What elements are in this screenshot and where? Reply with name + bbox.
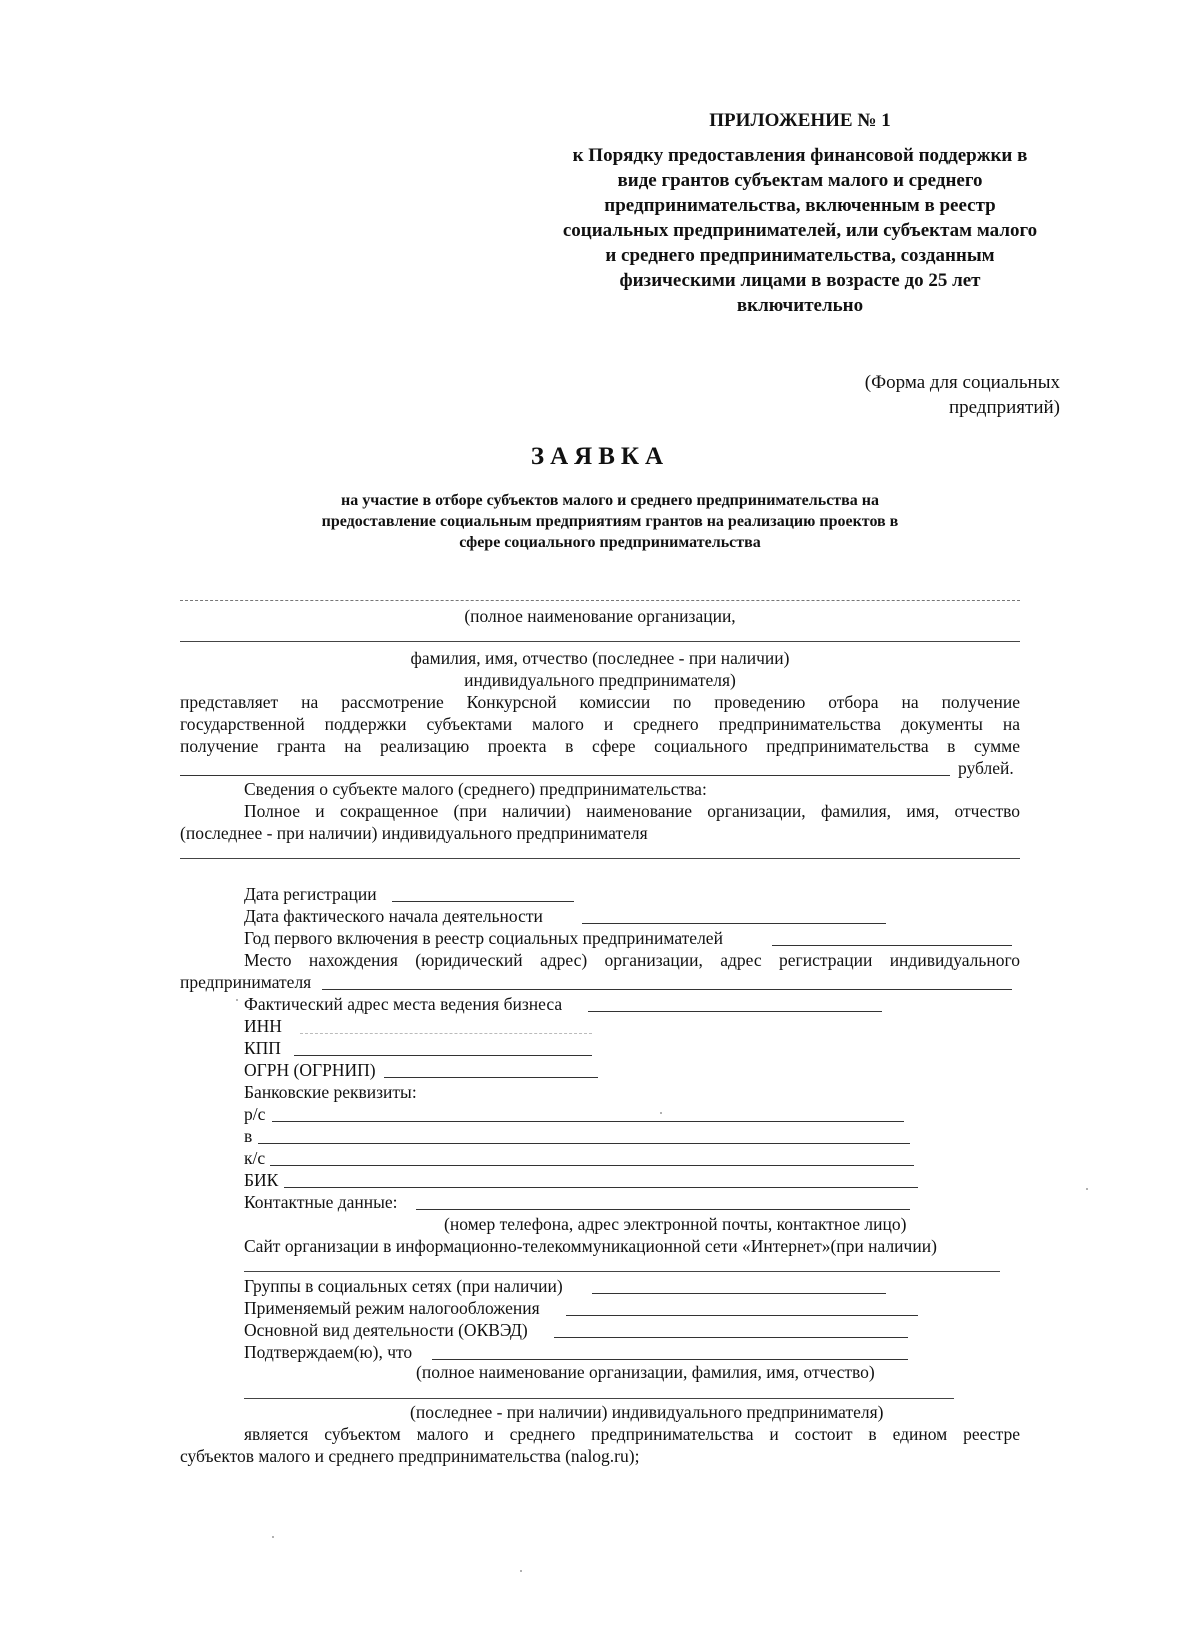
bank-name-field[interactable]: [258, 1143, 910, 1144]
confirm-field-line-2[interactable]: [244, 1398, 954, 1399]
applicant-name-line-2[interactable]: [180, 641, 1020, 642]
ks-field[interactable]: [270, 1165, 914, 1166]
confirm-label: Подтверждаем(ю), что: [244, 1342, 413, 1362]
contacts-field[interactable]: [416, 1209, 910, 1210]
scan-speck: [520, 1570, 522, 1572]
ks-label: к/с: [244, 1148, 266, 1168]
kpp-label: КПП: [244, 1038, 281, 1058]
ogrn-label: ОГРН (ОГРНИП): [244, 1060, 376, 1080]
info-name-line-2: (последнее - при наличии) индивидуального предпринимателя: [180, 823, 648, 843]
applicant-name-line-1[interactable]: [180, 600, 1020, 601]
reg-date-label: Дата регистрации: [244, 884, 377, 904]
okved-label: Основной вид деятельности (ОКВЭД): [244, 1320, 528, 1340]
confirm-field[interactable]: [432, 1359, 908, 1360]
bik-field[interactable]: [284, 1187, 918, 1188]
confirm-hint-2: (последнее - при наличии) индивидуального предпринимателя): [410, 1402, 884, 1422]
registry-year-field[interactable]: [772, 945, 1012, 946]
appendix-number: ПРИЛОЖЕНИЕ № 1: [709, 110, 891, 131]
info-heading: Сведения о субъекте малого (среднего) предпринимательства:: [244, 779, 707, 799]
social-label: Группы в социальных сетях (при наличии): [244, 1276, 563, 1296]
inn-label: ИНН: [244, 1016, 282, 1036]
intro-line-1: представляет на рассмотрение Конкурсной комиссии по проведению отбора на получение: [180, 692, 1020, 712]
website-field[interactable]: [244, 1271, 1000, 1272]
appendix-text: к Порядку предоставления финансовой поддержки в виде грантов субъектам малого и среднего предпринимательства, включенным в реестр социальных предпринимателей, или субъектам малого и среднего предпринимательства, созданным физическими лицами в возрасте до 25 лет включительно: [562, 145, 1038, 316]
tax-regime-field[interactable]: [566, 1315, 918, 1316]
ogrn-field[interactable]: [384, 1077, 598, 1078]
inn-field[interactable]: [300, 1033, 592, 1034]
document-title: ЗАЯВКА: [530, 443, 670, 470]
document-subtitle: на участие в отборе субъектов малого и среднего предпринимательства на предоставление социальным предприятиям грантов на реализацию проектов в сфере социального предпринимательства: [321, 492, 899, 551]
actual-address-field[interactable]: [588, 1011, 882, 1012]
contacts-label: Контактные данные:: [244, 1192, 398, 1212]
address-label-line-2: предпринимателя: [180, 972, 312, 992]
grant-amount-field[interactable]: [180, 775, 950, 776]
bank-details-label: Банковские реквизиты:: [244, 1082, 417, 1102]
contacts-hint: (номер телефона, адрес электронной почты, контактное лицо): [444, 1214, 907, 1234]
bank-name-label: в: [244, 1126, 253, 1146]
start-date-label: Дата фактического начала деятельности: [244, 906, 543, 926]
rs-label: р/с: [244, 1104, 266, 1124]
legal-address-field[interactable]: [322, 989, 1012, 990]
closing-line-1: является субъектом малого и среднего предпринимательства и состоит в едином реестре: [244, 1424, 1020, 1444]
applicant-ip-hint: индивидуального предпринимателя): [464, 670, 736, 690]
scan-speck: [236, 999, 238, 1001]
registry-year-label: Год первого включения в реестр социальных предпринимателей: [244, 928, 723, 948]
reg-date-field[interactable]: [392, 901, 574, 902]
intro-line-3: получение гранта на реализацию проекта в сфере социального предпринимательства в сумме: [180, 736, 1020, 756]
address-label-line-1: Место нахождения (юридический адрес) организации, адрес регистрации индивидуального: [244, 950, 1020, 970]
form-note: (Форма для социальных предприятий): [864, 372, 1060, 418]
intro-line-2: государственной поддержки субъектами малого и среднего предпринимательства документы на: [180, 714, 1020, 734]
confirm-hint: (полное наименование организации, фамилия, имя, отчество): [416, 1362, 875, 1382]
closing-line-2: субъектов малого и среднего предпринимательства (nalog.ru);: [180, 1446, 640, 1466]
info-name-line-1: Полное и сокращенное (при наличии) наименование организации, фамилия, имя, отчество: [244, 801, 1020, 821]
website-label: Сайт организации в информационно-телекоммуникационной сети «Интернет»(при наличии): [244, 1236, 937, 1256]
org-name-field[interactable]: [180, 858, 1020, 859]
scan-speck: [1086, 1188, 1088, 1190]
social-field[interactable]: [592, 1293, 886, 1294]
scan-speck: [272, 1536, 274, 1538]
actual-address-label: Фактический адрес места ведения бизнеса: [244, 994, 563, 1014]
scan-speck: [660, 1112, 662, 1114]
okved-field[interactable]: [554, 1337, 908, 1338]
start-date-field[interactable]: [582, 923, 886, 924]
appendix-header: [560, 108, 1040, 318]
applicant-fio-hint: фамилия, имя, отчество (последнее - при наличии): [410, 648, 790, 668]
tax-regime-label: Применяемый режим налогообложения: [244, 1298, 540, 1318]
bik-label: БИК: [244, 1170, 279, 1190]
currency-label: рублей.: [958, 758, 1014, 778]
kpp-field[interactable]: [294, 1055, 592, 1056]
applicant-org-hint: (полное наименование организации,: [464, 606, 736, 626]
rs-field[interactable]: [272, 1121, 904, 1122]
